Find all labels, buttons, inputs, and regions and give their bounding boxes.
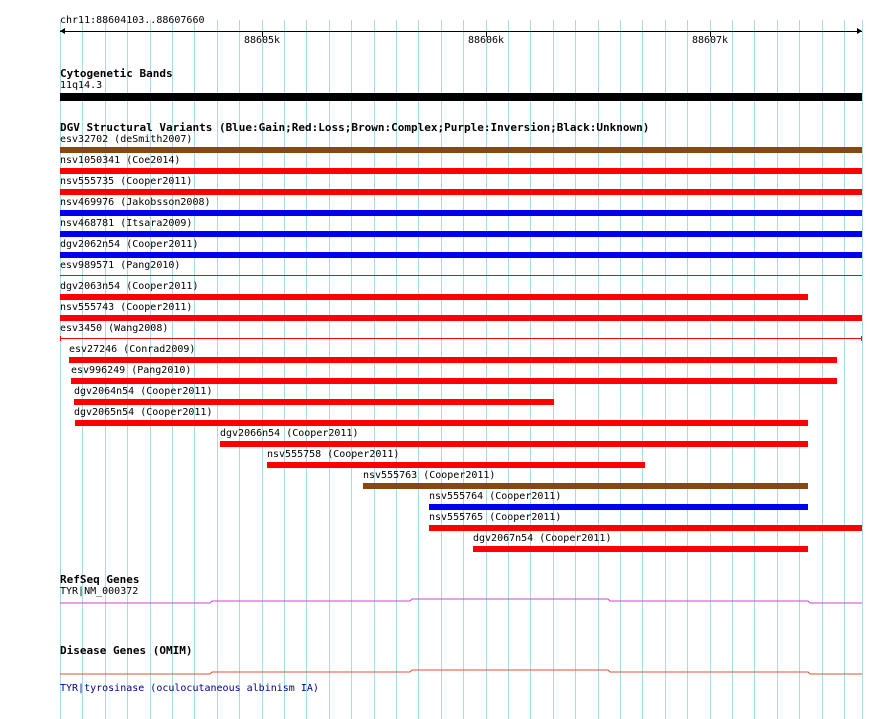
dgv-variant-label[interactable]: dgv2063n54 (Cooper2011) (60, 281, 199, 292)
dgv-variant-bar[interactable] (60, 210, 862, 216)
ruler-tick-label: 88607k (691, 35, 729, 46)
dgv-variant-label[interactable]: esv27246 (Conrad2009) (69, 344, 196, 355)
dgv-variant-label[interactable]: nsv555765 (Cooper2011) (429, 512, 562, 523)
refseq-gene-label[interactable]: TYR|NM_000372 (60, 586, 139, 597)
track-title-omim[interactable]: Disease Genes (OMIM) (60, 644, 193, 657)
dgv-variant-label[interactable]: nsv555758 (Cooper2011) (267, 449, 400, 460)
dgv-variant-bar[interactable] (60, 147, 862, 153)
dgv-variant-label[interactable]: nsv555743 (Cooper2011) (60, 302, 193, 313)
dgv-variant-bar[interactable] (60, 338, 862, 339)
dgv-variant-label[interactable]: nsv468781 (Itsara2009) (60, 218, 193, 229)
refseq-gene-feature[interactable] (0, 595, 890, 607)
track-title-refseq[interactable]: RefSeq Genes (60, 573, 140, 586)
dgv-variant-bar[interactable] (429, 525, 862, 531)
cytoband-label: 11q14.3 (60, 80, 103, 91)
dgv-variant-bar[interactable] (60, 189, 862, 195)
ruler-left-arrow-icon (60, 28, 65, 34)
dgv-variant-bar[interactable] (69, 357, 837, 363)
dgv-variant-label[interactable]: dgv2062n54 (Cooper2011) (60, 239, 199, 250)
dgv-variant-label[interactable]: dgv2066n54 (Cooper2011) (220, 428, 359, 439)
dgv-variant-label[interactable]: esv996249 (Pang2010) (71, 365, 192, 376)
dgv-variant-bar[interactable] (60, 294, 808, 300)
omim-gene-label[interactable]: TYR|tyrosinase (oculocutaneous albinism IA) (60, 683, 319, 694)
ruler-tick-label: 88605k (243, 35, 281, 46)
dgv-variant-label[interactable]: esv32702 (deSmith2007) (60, 134, 193, 145)
dgv-variant-label[interactable]: dgv2065n54 (Cooper2011) (74, 407, 213, 418)
dgv-variant-label[interactable]: nsv1050341 (Coe2014) (60, 155, 181, 166)
ruler-line (60, 31, 862, 32)
ruler-right-arrow-icon (857, 28, 862, 34)
dgv-variant-bar[interactable] (75, 420, 808, 426)
dgv-variant-bar[interactable] (74, 399, 554, 405)
dgv-variant-bar[interactable] (60, 168, 862, 174)
dgv-variant-bar[interactable] (60, 252, 862, 258)
omim-gene-feature[interactable] (0, 666, 890, 678)
dgv-variant-label[interactable]: nsv555764 (Cooper2011) (429, 491, 562, 502)
dgv-variant-bar[interactable] (363, 483, 808, 489)
dgv-variant-end-cap (861, 336, 862, 341)
ruler-location: chr11:88604103..88607660 (60, 15, 205, 26)
dgv-variant-bar[interactable] (60, 275, 862, 276)
ruler-tick-label: 88606k (467, 35, 505, 46)
dgv-variant-bar[interactable] (473, 546, 808, 552)
dgv-variant-label[interactable]: esv989571 (Pang2010) (60, 260, 181, 271)
dgv-variant-label[interactable]: dgv2064n54 (Cooper2011) (74, 386, 213, 397)
dgv-variant-label[interactable]: nsv469976 (Jakobsson2008) (60, 197, 211, 208)
dgv-variant-bar[interactable] (267, 462, 645, 468)
dgv-variant-bar[interactable] (60, 315, 862, 321)
dgv-variant-label[interactable]: nsv555763 (Cooper2011) (363, 470, 496, 481)
dgv-variant-bar[interactable] (429, 504, 808, 510)
dgv-variant-bar[interactable] (220, 441, 808, 447)
dgv-variant-label[interactable]: nsv555735 (Cooper2011) (60, 176, 193, 187)
dgv-variant-end-cap (60, 336, 61, 341)
cytoband-bar[interactable] (60, 93, 862, 101)
dgv-variant-bar[interactable] (71, 378, 837, 384)
dgv-variant-label[interactable]: dgv2067n54 (Cooper2011) (473, 533, 612, 544)
track-title-cytogenetic[interactable]: Cytogenetic Bands (60, 67, 173, 80)
dgv-variant-bar[interactable] (60, 231, 862, 237)
track-title-dgv[interactable]: DGV Structural Variants (Blue:Gain;Red:Loss;Brown:Complex;Purple:Inversion;Black:Unknown) (60, 121, 650, 134)
dgv-variant-label[interactable]: esv3450 (Wang2008) (60, 323, 169, 334)
